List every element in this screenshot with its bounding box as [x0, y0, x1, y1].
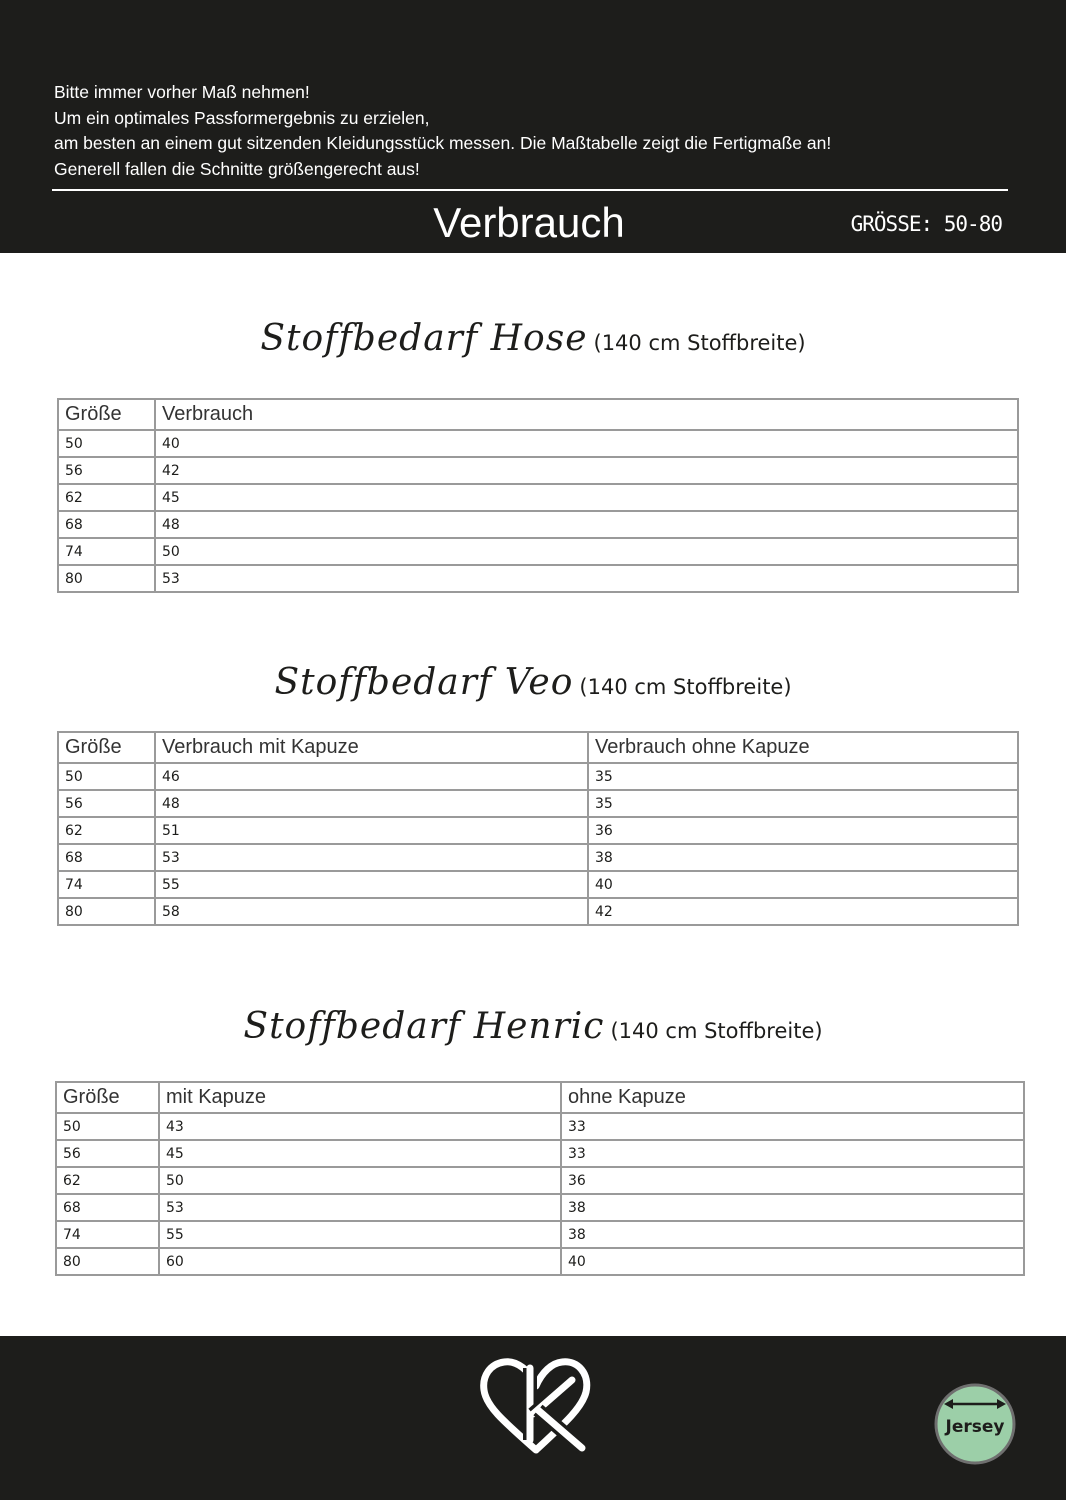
column-header: ohne Kapuze [561, 1082, 1024, 1113]
table-cell: 55 [155, 871, 588, 898]
page-title: Verbrauch [433, 199, 625, 246]
section-title-henric [0, 1006, 1066, 1047]
column-header: mit Kapuze [159, 1082, 561, 1113]
table-cell: 50 [56, 1113, 159, 1140]
section-subtitle: (140 cm Stoffbreite) [579, 675, 792, 699]
table-row [58, 817, 1018, 844]
table-cell: 33 [561, 1140, 1024, 1167]
table-row [58, 484, 1018, 511]
table-hose [57, 398, 1019, 593]
section-title-veo [0, 662, 1066, 703]
table-cell: 62 [56, 1167, 159, 1194]
table-cell: 62 [58, 484, 155, 511]
table-cell: 80 [56, 1248, 159, 1275]
table-row [58, 844, 1018, 871]
heart-k-logo-icon [478, 1350, 594, 1454]
header-divider [52, 189, 1008, 191]
table-cell: 53 [159, 1194, 561, 1221]
table-cell: 48 [155, 511, 1018, 538]
table-cell: 80 [58, 898, 155, 925]
table-cell: 33 [561, 1113, 1024, 1140]
table-cell: 56 [56, 1140, 159, 1167]
table-henric [55, 1081, 1025, 1276]
table-row [56, 1248, 1024, 1275]
table-cell: 36 [588, 817, 1018, 844]
table-cell: 68 [58, 511, 155, 538]
table-cell: 51 [155, 817, 588, 844]
column-header: Verbrauch [155, 399, 1018, 430]
size-range-label: GRÖSSE: 50-80 [850, 212, 1002, 236]
intro-line: am besten an einem gut sitzenden Kleidungsstück messen. Die Maßtabelle zeigt die Fertigmaße an! [54, 133, 832, 153]
table-cell: 48 [155, 790, 588, 817]
table-row [58, 565, 1018, 592]
table-cell: 74 [58, 538, 155, 565]
table-cell: 45 [155, 484, 1018, 511]
table-cell: 50 [155, 538, 1018, 565]
table-cell: 68 [56, 1194, 159, 1221]
table-cell: 74 [58, 871, 155, 898]
table-row [56, 1140, 1024, 1167]
table-cell: 50 [159, 1167, 561, 1194]
table-cell: 60 [159, 1248, 561, 1275]
section-title-hose [0, 318, 1066, 359]
intro-text [54, 80, 1014, 182]
table-row [58, 871, 1018, 898]
intro-line: Generell fallen die Schnitte größengerecht aus! [54, 158, 420, 179]
table-row [58, 430, 1018, 457]
table-cell: 38 [588, 844, 1018, 871]
table-header-row [58, 732, 1018, 763]
table-cell: 42 [588, 898, 1018, 925]
intro-line: Um ein optimales Passformergebnis zu erzielen, [54, 107, 430, 128]
table-cell: 50 [58, 763, 155, 790]
column-header: Größe [56, 1082, 159, 1113]
table-row [56, 1113, 1024, 1140]
table-row [58, 538, 1018, 565]
table-cell: 40 [155, 430, 1018, 457]
table-veo [57, 731, 1019, 926]
table-cell: 42 [155, 457, 1018, 484]
table-header-row [58, 399, 1018, 430]
table-cell: 45 [159, 1140, 561, 1167]
jersey-badge [933, 1382, 1017, 1466]
table-row [58, 898, 1018, 925]
section-subtitle: (140 cm Stoffbreite) [593, 331, 806, 355]
table-header-row [56, 1082, 1024, 1113]
table-cell: 50 [58, 430, 155, 457]
table-row [56, 1167, 1024, 1194]
table-row [58, 511, 1018, 538]
table-cell: 58 [155, 898, 588, 925]
header-bar [0, 0, 1066, 253]
table-row [56, 1221, 1024, 1248]
intro-line: Bitte immer vorher Maß nehmen! [54, 82, 310, 102]
section-script-title: Stoffbedarf Veo [274, 662, 574, 703]
table-cell: 35 [588, 763, 1018, 790]
table-cell: 40 [561, 1248, 1024, 1275]
table-cell: 56 [58, 457, 155, 484]
column-header: Größe [58, 732, 155, 763]
column-header: Größe [58, 399, 155, 430]
table-cell: 46 [155, 763, 588, 790]
section-subtitle: (140 cm Stoffbreite) [610, 1019, 823, 1043]
table-cell: 68 [58, 844, 155, 871]
table-row [58, 790, 1018, 817]
column-header: Verbrauch ohne Kapuze [588, 732, 1018, 763]
table-cell: 56 [58, 790, 155, 817]
table-cell: 40 [588, 871, 1018, 898]
table-cell: 38 [561, 1194, 1024, 1221]
badge-label: Jersey [945, 1417, 1005, 1437]
table-cell: 53 [155, 844, 588, 871]
section-script-title: Stoffbedarf Henric [243, 1006, 605, 1047]
table-cell: 35 [588, 790, 1018, 817]
table-cell: 80 [58, 565, 155, 592]
table-cell: 62 [58, 817, 155, 844]
column-header: Verbrauch mit Kapuze [155, 732, 588, 763]
table-cell: 38 [561, 1221, 1024, 1248]
table-cell: 55 [159, 1221, 561, 1248]
table-cell: 53 [155, 565, 1018, 592]
table-cell: 36 [561, 1167, 1024, 1194]
table-row [56, 1194, 1024, 1221]
table-row [58, 763, 1018, 790]
section-script-title: Stoffbedarf Hose [260, 318, 588, 359]
table-cell: 43 [159, 1113, 561, 1140]
table-row [58, 457, 1018, 484]
table-cell: 74 [56, 1221, 159, 1248]
